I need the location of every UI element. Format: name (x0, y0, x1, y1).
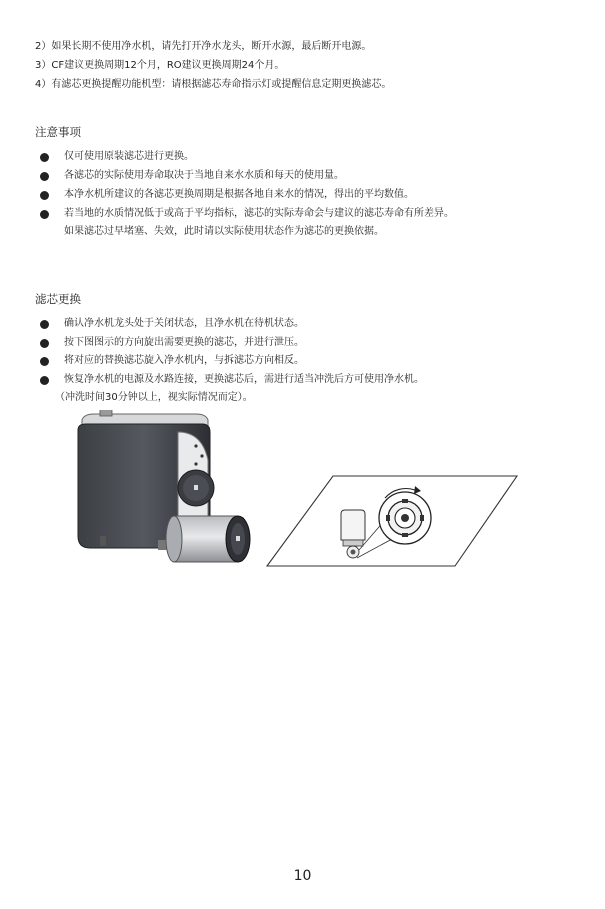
replace-item-text: 将对应的替换滤芯旋入净水机内，与拆滤芯方向相反。 (64, 355, 304, 366)
notice-heading: 注意事项 (35, 125, 81, 139)
bullet-dot (40, 376, 49, 385)
notice-item-text: 仅可使用原装滤芯进行更换。 (64, 151, 194, 162)
bullet-dot (40, 153, 49, 162)
replace-continuation: （冲洗时间30分钟以上，视实际情况而定）。 (55, 392, 253, 403)
replace-heading: 滤芯更换 (35, 292, 81, 306)
intro-line-2: 2）如果长期不使用净水机，请先打开净水龙头，断开水源，最后断开电源。 (35, 41, 372, 52)
notice-item-text: 各滤芯的实际使用寿命取决于当地自来水水质和每天的使用量。 (64, 170, 344, 181)
notice-continuation: 如果滤芯过早堵塞、失效，此时请以实际使用状态作为滤芯的更换依据。 (64, 226, 384, 237)
bullet-dot (40, 357, 49, 366)
bullet-dot (40, 210, 49, 219)
notice-item-text: 若当地的水质情况低于或高于平均指标，滤芯的实际寿命会与建议的滤芯寿命有所差异。 (64, 208, 454, 219)
intro-line-3: 3）CF建议更换周期12个月，RO建议更换周期24个月。 (35, 60, 285, 71)
bullet-dot (40, 191, 49, 200)
replace-item-text: 恢复净水机的电源及水路连接，更换滤芯后，需进行适当冲洗后方可使用净水机。 (64, 374, 424, 385)
replace-item-text: 按下图图示的方向旋出需要更换的滤芯，并进行泄压。 (64, 337, 304, 348)
intro-line-4: 4）有滤芯更换提醒功能机型：请根据滤芯寿命指示灯或提醒信息定期更换滤芯。 (35, 79, 392, 90)
page-number: 10 (293, 868, 312, 884)
purifier-illustration (70, 410, 260, 565)
replace-item-text: 确认净水机龙头处于关闭状态，且净水机在待机状态。 (64, 318, 304, 329)
notice-item-text: 本净水机所建议的各滤芯更换周期是根据各地自来水的情况，得出的平均数值。 (64, 189, 414, 200)
bullet-dot (40, 320, 49, 329)
bullet-dot (40, 339, 49, 348)
bullet-dot (40, 172, 49, 181)
filter-replacement-diagram (265, 470, 520, 570)
